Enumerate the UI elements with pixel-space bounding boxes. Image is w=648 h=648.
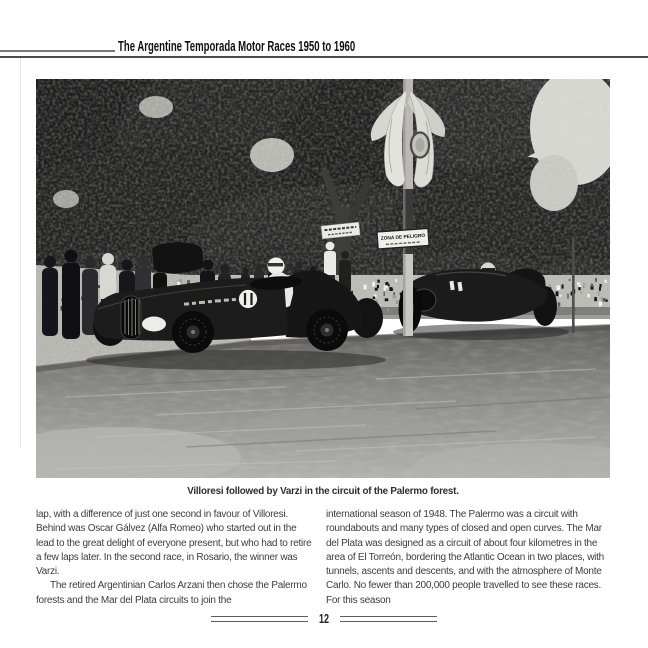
page-footer <box>0 612 648 626</box>
svg-text:ZONA DE PELIGRO: ZONA DE PELIGRO <box>380 233 426 242</box>
race-photo <box>36 79 610 478</box>
photo-caption: Villoresi followed by Varzi in the circuit of the Palermo forest. <box>187 486 459 497</box>
body-column-right <box>326 508 612 608</box>
body-oval-badge <box>142 317 166 332</box>
rear-wheel <box>306 309 348 351</box>
body-column-left <box>36 508 314 608</box>
car-shadow <box>86 350 386 370</box>
running-title: The Argentine Temporada Motor Races 1950 to 1960 <box>118 39 356 55</box>
flag-emblem <box>411 133 429 158</box>
header-rule <box>0 56 648 58</box>
footer-rule-right <box>340 616 437 622</box>
footer-rule-left <box>211 616 308 622</box>
page-gutter-shadow <box>20 58 21 448</box>
far-right-pole <box>572 237 575 333</box>
parked-dark-shape <box>152 242 204 273</box>
car-shadow <box>393 324 569 340</box>
page-number: 12 <box>318 612 330 626</box>
paragraph: The retired Argentinian Carlos Arzani then chose the Palermo forests and the Mar del Plata circuits to join the <box>36 580 307 606</box>
front-wheel <box>172 311 214 353</box>
paragraph: lap, with a difference of just one second in favour of Villoresi. Behind was Oscar Gálvez (Alfa Romeo) who started out in the lead to the great delight of everyone present, but who had to retire a few laps later. In the second race, in Rosario, the winner was Varzi. <box>36 509 312 578</box>
roundel-number <box>239 290 258 309</box>
header-rule-left <box>0 50 115 52</box>
danger-sign <box>377 228 429 249</box>
paragraph: international season of 1948. The Palermo was a circuit with roundabouts and many types of closed and open curves. The Mar del Plata was designed as a circuit of about four kilometres in the area of El Torreón, bordering the Atlantic Ocean in two places, with tunnels, ascents and descents, and with the atmosphere of Monte Carlo. No fewer than 200,000 people travelled to see these races. For this season <box>326 509 604 606</box>
